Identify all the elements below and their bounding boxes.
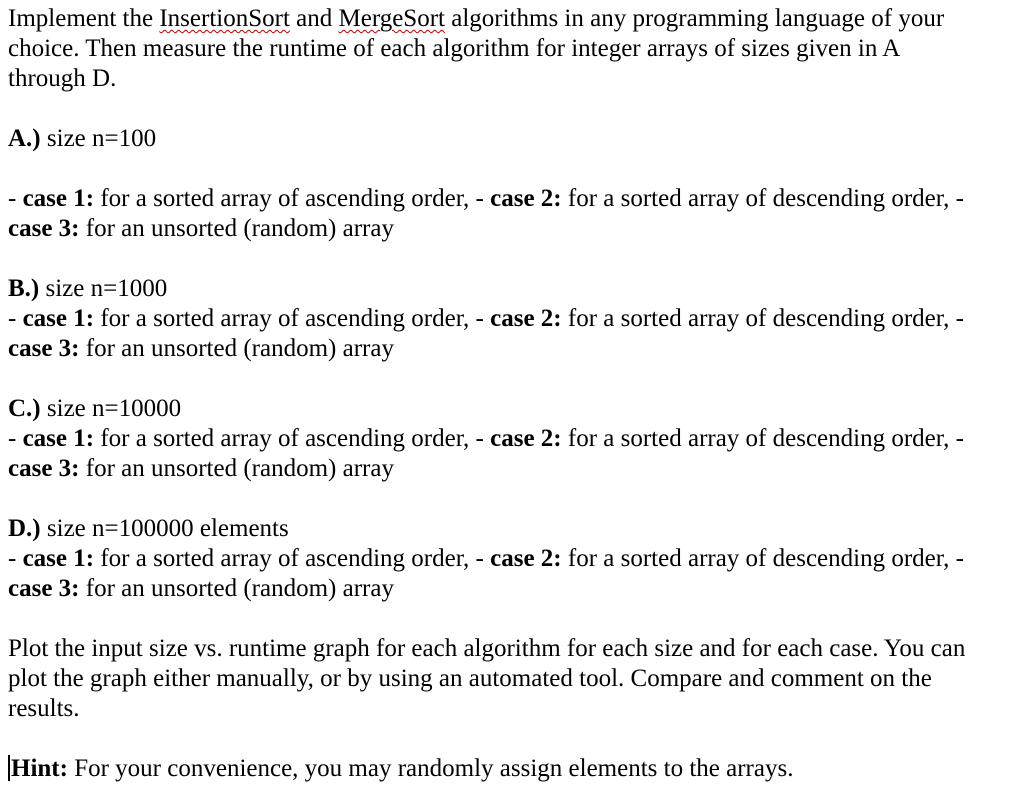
- section-c-heading: [8, 394, 181, 424]
- plot-line-2: plot the graph either manually, or by using an automated tool. Compare and comment on the: [8, 665, 932, 692]
- section-a-cases-line-2: [8, 214, 394, 244]
- hint-text: For your convenience, you may randomly assign elements to the arrays.: [67, 755, 794, 782]
- case-3-label: case 3:: [8, 335, 80, 362]
- insertion-sort-term: InsertionSort: [159, 5, 290, 32]
- case-2-label: case 2:: [490, 305, 562, 332]
- case-prefix: -: [8, 305, 23, 332]
- section-d-label: D.): [8, 515, 41, 542]
- case-2-label: case 2:: [490, 545, 562, 572]
- plot-line-3: results.: [8, 695, 80, 722]
- hint-line[interactable]: [8, 754, 793, 784]
- intro-line-1: [8, 4, 944, 34]
- section-a-size: size n=100: [40, 125, 157, 152]
- section-c-label: C.): [8, 395, 41, 422]
- case-1-text: for a sorted array of ascending order, -: [94, 425, 491, 452]
- section-d-cases-line-1: [8, 544, 964, 574]
- section-c-cases-line-2: [8, 454, 394, 484]
- plot-line-1: Plot the input size vs. runtime graph for each algorithm for each size and for each case. You can: [8, 635, 966, 662]
- case-3-label: case 3:: [8, 215, 80, 242]
- case-1-text: for a sorted array of ascending order, -: [94, 185, 491, 212]
- intro-line-3: through D.: [8, 65, 117, 92]
- merge-sort-term: MergeSort: [338, 5, 445, 32]
- section-d-size: size n=100000 elements: [40, 515, 289, 542]
- text-cursor: [8, 755, 10, 781]
- case-2-label: case 2:: [490, 185, 562, 212]
- case-2-label: case 2:: [490, 425, 562, 452]
- section-a-cases-line-1: [8, 184, 964, 214]
- section-a-heading: [8, 124, 156, 154]
- intro-text: algorithms in any programming language of your: [444, 5, 945, 32]
- section-b-heading: [8, 274, 167, 304]
- case-prefix: -: [8, 545, 23, 572]
- section-d-heading: [8, 514, 289, 544]
- section-b-label: B.): [8, 275, 40, 302]
- case-3-text: for an unsorted (random) array: [79, 215, 394, 242]
- intro-text: Implement the: [8, 5, 160, 32]
- case-prefix: -: [8, 425, 23, 452]
- case-prefix: -: [8, 185, 23, 212]
- section-c-size: size n=10000: [40, 395, 182, 422]
- case-3-label: case 3:: [8, 455, 80, 482]
- case-3-text: for an unsorted (random) array: [79, 335, 394, 362]
- case-3-text: for an unsorted (random) array: [79, 575, 394, 602]
- case-2-text: for a sorted array of descending order, -: [561, 185, 964, 212]
- case-3-label: case 3:: [8, 575, 80, 602]
- hint-label: Hint:: [11, 755, 68, 782]
- case-1-label: case 1:: [22, 185, 95, 212]
- case-2-text: for a sorted array of descending order, -: [561, 425, 964, 452]
- case-2-text: for a sorted array of descending order, -: [561, 545, 964, 572]
- case-1-text: for a sorted array of ascending order, -: [94, 545, 491, 572]
- case-3-text: for an unsorted (random) array: [79, 455, 394, 482]
- case-1-label: case 1:: [22, 425, 95, 452]
- case-2-text: for a sorted array of descending order, -: [561, 305, 964, 332]
- intro-line-2: choice. Then measure the runtime of each algorithm for integer arrays of sizes given in A: [8, 35, 901, 62]
- section-a-label: A.): [8, 125, 41, 152]
- intro-text: and: [289, 5, 339, 32]
- section-b-cases-line-2: [8, 334, 394, 364]
- section-d-cases-line-2: [8, 574, 394, 604]
- section-b-cases-line-1: [8, 304, 964, 334]
- case-1-text: for a sorted array of ascending order, -: [94, 305, 491, 332]
- section-b-size: size n=1000: [39, 275, 168, 302]
- case-1-label: case 1:: [22, 305, 95, 332]
- section-c-cases-line-1: [8, 424, 964, 454]
- case-1-label: case 1:: [22, 545, 95, 572]
